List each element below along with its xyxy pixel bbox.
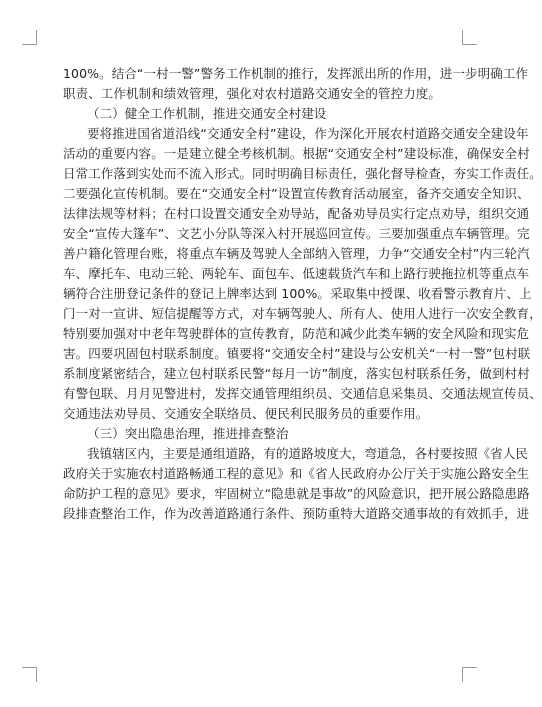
text-line: 特别要加强对中老年驾驶群体的宣传教育，防范和减少此类车辆的安全风险和现实危 [63, 326, 530, 341]
crop-mark-top-right [462, 30, 477, 45]
text-line: 有警包联、月月见警进村，发挥交通管理组织员、交通信息采集员、交通法规宣传员、 [63, 386, 542, 401]
section-heading: （二）健全工作机制，推进交通安全村建设 [87, 106, 327, 121]
text-line: 段排查整治工作，作为改善道路通行条件、预防重特大道路交通事故的有效抓手，进 [63, 506, 530, 521]
paragraph-first-line: 我镇辖区内，主要是通组道路，有的道路坡度大，弯道急，各村要按照《省人民 [87, 446, 529, 461]
crop-mark-bottom-right [462, 667, 477, 682]
text-line: 害。四要巩固包村联系制度。镇要将“交通安全村”建设与公安机关“一村一警”包村联 [63, 346, 531, 361]
section-heading: （三）突出隐患治理，推进排查整治 [87, 426, 289, 441]
text-line: 车、摩托车、电动三轮、两轮车、面包车、低速载货汽车和上路行驶拖拉机等重点车 [63, 266, 530, 281]
text-line: 交通违法劝导员、交通安全联络员、便民利民服务员的重要作用。 [63, 406, 429, 421]
crop-mark-top-left [22, 30, 37, 45]
text-line: 二要强化宣传机制。要在“交通安全村”设置宣传教育活动展室，备齐交通安全知识、 [63, 186, 530, 201]
text-line: 辆符合注册登记条件的登记上牌率达到 100%。采取集中授课、收看警示教育片、上 [63, 286, 532, 301]
text-line: 门一对一宣讲、短信提醒等方式，对车辆驾驶人、所有人、使用人进行一次安全教育， [63, 306, 542, 321]
text-line: 100%。结合“一村一警”警务工作机制的推行，发挥派出所的作用，进一步明确工作 [63, 66, 529, 81]
text-line: 政府关于实施农村道路畅通工程的意见》和《省人民政府办公厅关于实施公路安全生 [63, 466, 530, 481]
text-line: 系制度紧密结合，建立包村联系民警“每月一访”制度，落实包村联系任务，做到村村 [63, 366, 530, 381]
crop-mark-bottom-left [22, 667, 37, 682]
body-text [63, 64, 542, 524]
text-line: 法律法规等材料；在村口设置交通安全劝导站，配备劝导员实行定点劝导，组织交通 [63, 206, 530, 221]
text-line: 善户籍化管理台账，将重点车辆及驾驶人全部纳入管理，力争“交通安全村”内三轮汽 [63, 246, 530, 261]
text-line: 安全“宣传大篷车”、文艺小分队等深入村开展巡回宣传。三要加强重点车辆管理。完 [63, 226, 530, 241]
paragraph-first-line: 要将推进国省道沿线“交通安全村”建设，作为深化开展农村道路交通安全建设年 [87, 126, 529, 141]
text-line: 日常工作落到实处而不流入形式。同时明确目标责任，强化督导检查，夯实工作责任。 [63, 166, 542, 181]
text-line: 活动的重要内容。一是建立健全考核机制。根据“交通安全村”建设标准，确保安全村 [63, 146, 530, 161]
text-line: 职责、工作机制和绩效管理，强化对农村道路交通安全的管控力度。 [63, 86, 442, 101]
text-line: 命防护工程的意见》要求，牢固树立“隐患就是事故”的风险意识，把开展公路隐患路 [63, 486, 530, 501]
